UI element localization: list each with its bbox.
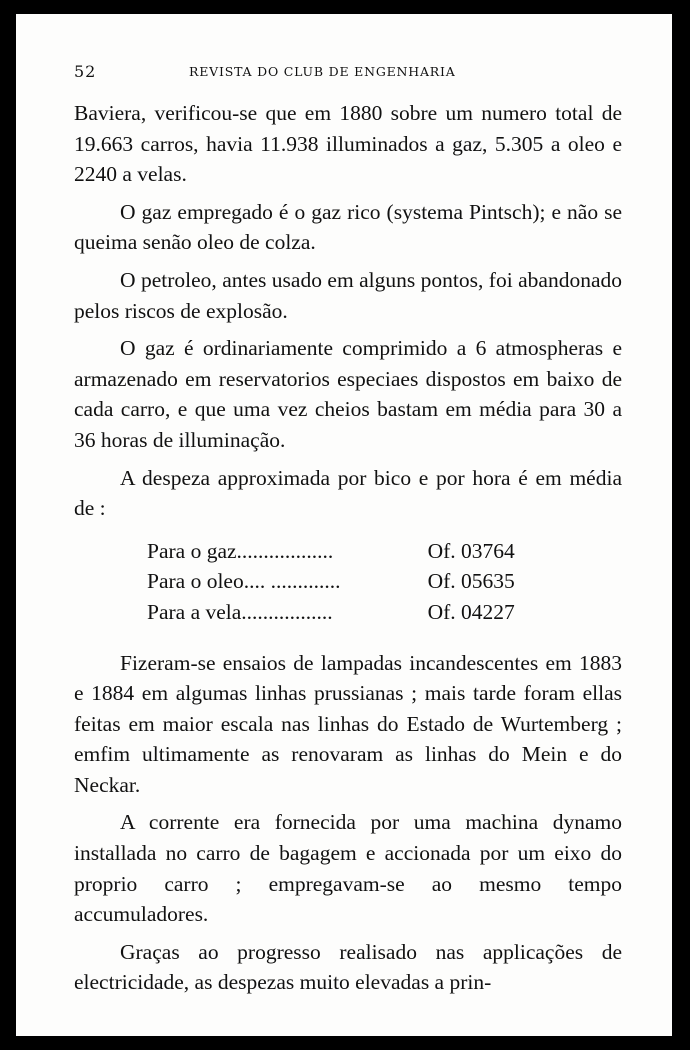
paragraph: O gaz é ordinariamente comprimido a 6 atmospheras e armazenado em reservatorios especiaes dispostos em baixo de cada carro, e que uma vez cheios bastam em média para 30 a 36 horas de illuminação. (74, 336, 622, 452)
cost-label: Para o oleo.... ............. (147, 569, 341, 594)
cost-row (147, 536, 547, 567)
paragraph: A despeza approximada por bico e por hora é em média de : (74, 465, 622, 521)
paragraph: O gaz empregado é o gaz rico (systema Pintsch); e não se queima senão oleo de colza. (74, 199, 622, 255)
paragraph-continuation: Baviera, verificou-se que em 1880 sobre um numero total de 19.663 carros, havia 11.938 illuminados a gaz, 5.305 a oleo e 2240 a velas. (74, 101, 622, 187)
cost-value: Of. 05635 (427, 569, 515, 594)
paragraph-continues: Graças ao progresso realisado nas applicações de electricidade, as despezas muito elevadas a prin- (74, 939, 622, 995)
cost-label: Para a vela................. (147, 599, 333, 624)
cost-row (147, 566, 547, 597)
body-text (74, 98, 622, 1005)
page-number: 52 (74, 62, 97, 81)
book-page (16, 14, 672, 1036)
cost-value: Of. 03764 (427, 538, 515, 563)
running-title: REVISTA DO CLUB DE ENGENHARIA (189, 64, 456, 79)
paragraph: Fizeram-se ensaios de lampadas incandescentes em 1883 e 1884 em algumas linhas prussianas ; mais tarde foram ellas feitas em maior escala nas linhas do Estado de Wurtemberg ; emfim ultimamente as renovaram as linhas do Mein e do Neckar. (74, 650, 622, 797)
paragraph: O petroleo, antes usado em alguns pontos, foi abandonado pelos riscos de explosão. (74, 267, 622, 323)
cost-table (147, 536, 547, 628)
cost-value: Of. 04227 (427, 599, 515, 624)
cost-label: Para o gaz.................. (147, 538, 334, 563)
page-header (74, 62, 634, 84)
paragraph: A corrente era fornecida por uma machina dynamo installada no carro de bagagem e accionada por um eixo do proprio carro ; empregavam-se ao mesmo tempo accumuladores. (74, 810, 622, 927)
cost-row (147, 597, 547, 628)
